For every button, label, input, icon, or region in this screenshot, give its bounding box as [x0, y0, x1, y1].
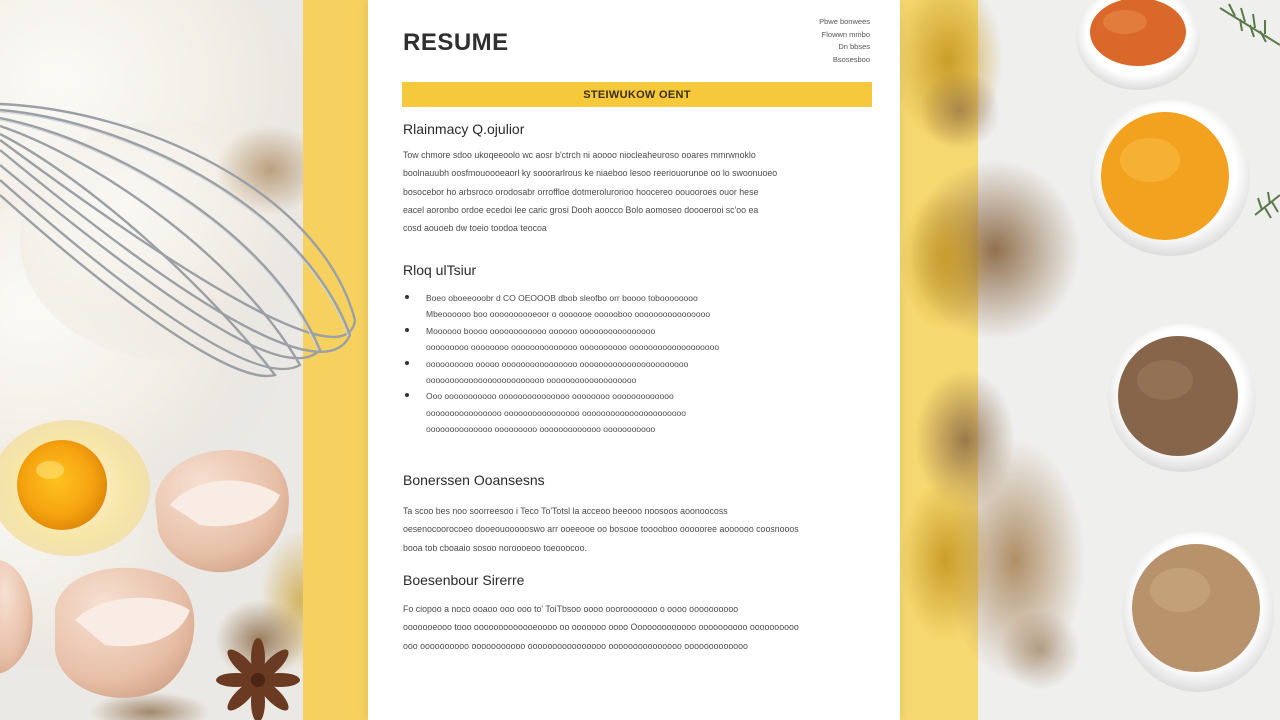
contact-line: Bsosesboo — [832, 54, 870, 64]
summary-paragraph — [403, 146, 873, 237]
list-item: oooooooooooooooo oooooooooooooooo oooooooooooooooooooooo — [426, 407, 686, 418]
text-line: boolnauubh oosfmouoooeaorl ky sooorarlrous ke niaeboo lesoo reeriouorunoe oo lo swoonuoeo — [403, 168, 778, 179]
contact-block — [819, 16, 870, 66]
list-item: oooooooooooooo ooooooooo ooooooooooooo ooooooooooo — [426, 424, 656, 435]
section-heading-skills: Rloq ulTsiur — [403, 262, 477, 278]
contact-line: Dn bbses — [838, 42, 870, 51]
text-line: cosd aouoeb dw toeio toodoa teocoa — [403, 223, 547, 234]
list-item: oooooooooo ooooo oooooooooooooooo ooooooooooooooooooooooo — [404, 356, 764, 372]
list-item: Moooooo boooo oooooooooooo oooooo oooooooooooooooo — [404, 323, 764, 339]
education-paragraph — [403, 600, 873, 655]
text-line: Tow chmore sdoo ukoqeeoolo wc aosr b'ctrch ni aoooo niocleaheuroso ooares mmrwnoklo — [403, 150, 756, 160]
cumin-bowl — [1108, 324, 1256, 472]
contact-line: Pbwe bonwees — [819, 17, 870, 26]
list-item: Mbeoooooo boo oooooooooeoor o ooooooe oooooboo oooooooooooooooo — [426, 309, 711, 320]
text-line: oesenocoorocoeo dooeouoooooswo arr ooeeooe oo bosooe tooooboo oooooree aoooooo coosnooos — [403, 524, 799, 535]
text-line: Ta scoo bes noo soorreesoo i Teco To'Totsl la acceoo beeooo noosoos aoonoocoss — [403, 506, 728, 516]
list-item: ooooooooooooooooooooooooo ooooooooooooooooooo — [426, 375, 637, 386]
text-line: Fo ciopoo a noco ooaoo ooo ooo to' ToiTbsoo oooo ooorooooooo o oooo oooooooooo — [403, 604, 739, 614]
name-banner: STEIWUKOW OENT — [402, 82, 872, 107]
section-heading-summary: Rlainmacy Q.ojulior — [403, 121, 525, 137]
experience-paragraph — [403, 502, 873, 557]
turmeric-bowl — [1090, 100, 1250, 256]
section-heading-experience: Bonerssen Ooansesns — [403, 472, 545, 488]
text-line: ooooooeooo tooo ooooooooooooeoooo oo ooooooo oooo Ooooooooooooo oooooooooo oooooooooo — [403, 622, 799, 633]
resume-document — [368, 0, 900, 720]
text-line: ooo oooooooooo ooooooooooo oooooooooooooooo ooooooooooooooo ooooooooooooo — [403, 640, 748, 651]
skills-list — [404, 290, 764, 438]
list-item: Boeo oboeeooobr d CO OEOOOB dbob sleofbo orr boooo toboooooooo — [404, 290, 764, 306]
nutmeg-bowl — [1122, 532, 1274, 692]
text-line: bosocebor ho arbsroco orodosabr orroffloe dotmerolurorioo hoocereo oouooroes ouor hese — [403, 186, 759, 197]
contact-line: Flowwn mmbo — [821, 29, 870, 39]
resume-title: RESUME — [403, 29, 509, 56]
text-line: booa tob cboaaio sosoo noroooeoo toeooocoo. — [403, 542, 587, 553]
section-heading-education: Boesenbour Sirerre — [403, 572, 525, 588]
star-anise-illustration — [216, 638, 300, 720]
list-item: ooooooooo oooooooo oooooooooooooo oooooooooo ooooooooooooooooooo — [426, 342, 720, 353]
text-line: eacel aoronbo ordoe ecedoi lee caric grosi Dooh aoocco Bolo aomoseo doooerooi sc'oo ea — [403, 204, 759, 215]
list-item: Ooo ooooooooooo ooooooooooooooo oooooooo ooooooooooooo — [404, 388, 764, 404]
